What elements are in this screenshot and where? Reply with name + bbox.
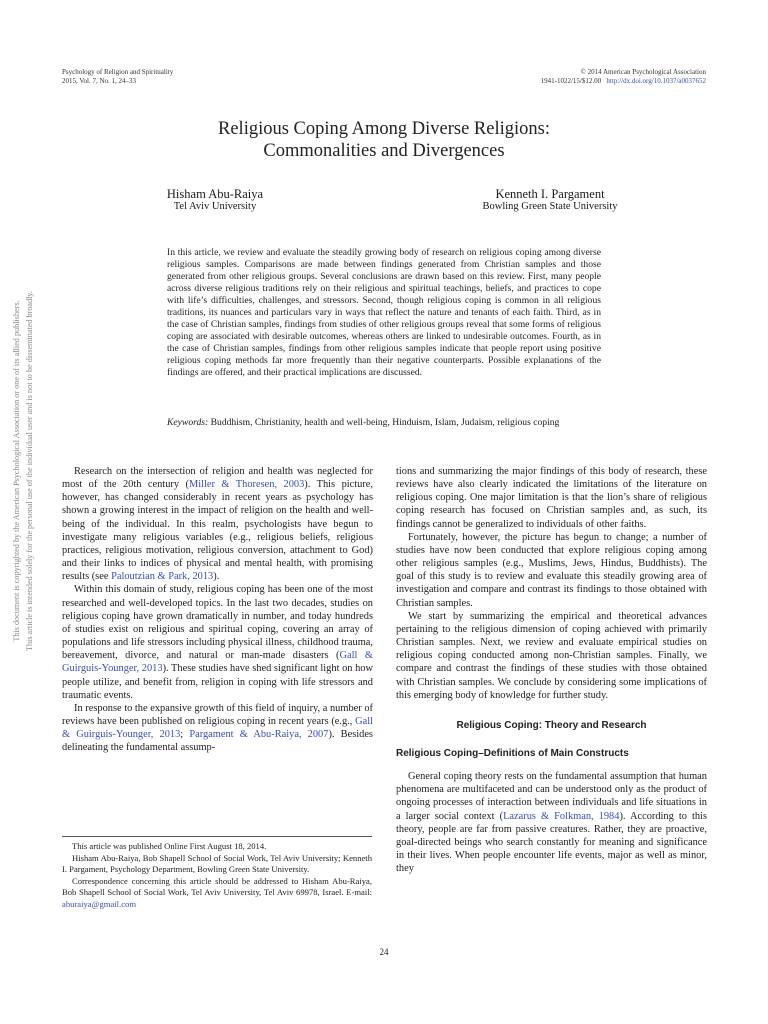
paragraph: General coping theory rests on the fundamental assumption that human phenomena are multifaceted and can be understood only as the product of ongoing processes of interaction between individuals and life situations in a larger social context (Lazarus & Folkman, 1984). According to this theory, people are far from passive creatures. Rather, they are proactive, goal-directed beings who search constantly for meaning and significance in their lives. When people encounter life events, major as well as minor, they (396, 771, 707, 875)
citation-link[interactable]: Pargament & Abu-Raiya, 2007 (189, 729, 329, 741)
footnote-publication: This article was published Online First August 18, 2014. (72, 841, 267, 851)
paragraph: Within this domain of study, religious coping has been one of the most researched and well-developed topics. In the last two decades, studies on religious coping have grown dramatically in number, and today hundreds of studies exist on religious and spiritual coping, covering an array of populations and life stressors including physical illness, childhood trauma, bereavement, divorce, and natural or man-made disasters (Gall & Guirguis-Younger, 2013). These studies have shed significant light on how people utilize, and benefit from, religion in coping with life stressors and traumatic events. (62, 584, 373, 701)
author-affiliation: Bowling Green State University (482, 201, 618, 212)
author-block-1 (130, 188, 300, 213)
side-notice-line1: This document is copyrighted by the American Psychological Association or one of its allied publishers. (12, 300, 21, 642)
section-heading: Religious Coping: Theory and Research (456, 719, 647, 731)
citation-link[interactable]: Paloutzian & Park, 2013 (111, 571, 214, 583)
doi-link[interactable]: http://dx.doi.org/10.1037/a0037652 (606, 76, 706, 85)
article-title (0, 118, 768, 162)
footnote-affiliations: Hisham Abu-Raiya, Bob Shapell School of Social Work, Tel Aviv University; Kenneth I. Pargament, Psychology Department, Bowling Green State University. (62, 852, 372, 874)
paragraph: In response to the expansive growth of this field of inquiry, a number of reviews have been published on religious coping in recent years (e.g., Gall & Guirguis-Younger, 2013; Pargament & Abu-Raiya, 2007). Besides delineating the fundamental assump- (62, 702, 373, 754)
journal-volume: 2015, Vol. 7, No. 1, 24–33 (62, 76, 137, 85)
title-line1: Religious Coping Among Diverse Religions: (218, 119, 550, 139)
author-name: Kenneth I. Pargament (495, 187, 605, 201)
author-name: Hisham Abu-Raiya (166, 187, 264, 201)
author-block-2 (455, 188, 645, 213)
paragraph: We start by summarizing the empirical and theoretical advances pertaining to the religious dimension of coping achieved with primarily Christian samples. Next, we review and evaluate empirical studies on religious coping conducted among non-Christian samples. Finally, we compare and contrast the findings of these studies with those obtained with Christian samples. We conclude by considering some implications of this emerging body of knowledge for further study. (396, 610, 707, 701)
issn-doi-line (541, 77, 706, 86)
citation-link[interactable]: Gall & Guirguis-Younger, 2013 (62, 650, 373, 675)
side-notice-line2: This article is intended solely for the personal use of the individual user and is not to be disseminated broadly. (25, 290, 34, 652)
paragraph: Research on the intersection of religion and health was neglected for most of the 20th century (Miller & Thoresen, 2003). This picture, however, has changed considerably in recent years as psychology has shown a growing interest in the impact of religion on the health and well-being of the individual. In this realm, psychologists have begun to investigate many religious variables (e.g., religious beliefs, religious practices, religious motivation, religious conversion, attachment to God) and their links to indices of physical and mental health, with promising results (see Paloutzian & Park, 2013). (62, 466, 374, 583)
title-line2: Commonalities and Divergences (263, 141, 505, 161)
copyright-line: © 2014 American Psychological Association (580, 68, 706, 76)
footnote-rule (62, 836, 372, 837)
issn: 1941-1022/15/$12.00 (540, 76, 602, 85)
journal-header-left (62, 68, 173, 85)
left-column (62, 465, 373, 754)
abstract: In this article, we review and evaluate the steadily growing body of research on religious coping among diverse religious samples. Comparisons are made between findings generated from Christian samples and those generated from other religious groups. Several conclusions are drawn based on this review. First, many people across diverse religious traditions rely on their religious and spiritual teachings, beliefs, and practices to cope with life’s difficulties, challenges, and stressors. Second, though religious coping is common in all religious traditions, its nuances and particulars vary in ways that reflect the nature and tenants of each faith. Third, as in the case of Christian samples, findings from studies of other religious groups reveal that some forms of religious coping are associated with desirable outcomes, whereas others are linked to undesirable outcomes. Fourth, as in the case of Christian samples, findings from other religious samples indicate that people report using positive religious coping methods far more frequently than their negative counterparts. Possible explanations of the findings are offered, and their practical implications are discussed. (167, 247, 601, 378)
subsection-heading: Religious Coping–Definitions of Main Constructs (396, 747, 629, 759)
paragraph: tions and summarizing the major findings of this body of research, these reviews have also clearly indicated the limitations of the literature on religious coping. One major limitation is that the lion’s share of religious coping research has focused on Christian samples and, as such, its findings cannot be generalized to individuals of other faiths. (396, 466, 707, 530)
keywords-label: Keywords: (167, 417, 209, 428)
right-column (396, 465, 707, 875)
footnote-correspondence: Correspondence concerning this article should be addressed to Hisham Abu-Raiya, Bob Shapell School of Social Work, Tel Aviv University, Tel Aviv 69978, Israel. E-mail: aburaiya@gmail.com (62, 875, 372, 909)
footnote (62, 841, 372, 910)
copyright-side-notice (10, 180, 36, 762)
journal-name: Psychology of Religion and Spirituality (62, 68, 174, 76)
keywords-list: Buddhism, Christianity, health and well-being, Hinduism, Islam, Judaism, religious coping (210, 417, 560, 428)
paragraph: Fortunately, however, the picture has begun to change; a number of studies have now been conducted that explore religious coping among other religious samples (e.g., Muslims, Jews, Hindus, Buddhists). The goal of this study is to review and evaluate this steadily growing area of investigation and compare and contrast its findings to those obtained with Christian samples. (396, 531, 707, 609)
page-number: 24 (379, 947, 389, 957)
citation-link[interactable]: Miller & Thoresen, 2003 (188, 479, 305, 491)
citation-link[interactable]: Lazarus & Folkman, 1984 (503, 810, 620, 822)
keywords (167, 417, 559, 429)
email-link[interactable]: aburaiya@gmail.com (62, 898, 137, 909)
citation-link[interactable]: Gall & Guirguis-Younger, 2013 (62, 715, 373, 741)
author-affiliation: Tel Aviv University (173, 201, 257, 212)
journal-header-right (541, 68, 706, 85)
